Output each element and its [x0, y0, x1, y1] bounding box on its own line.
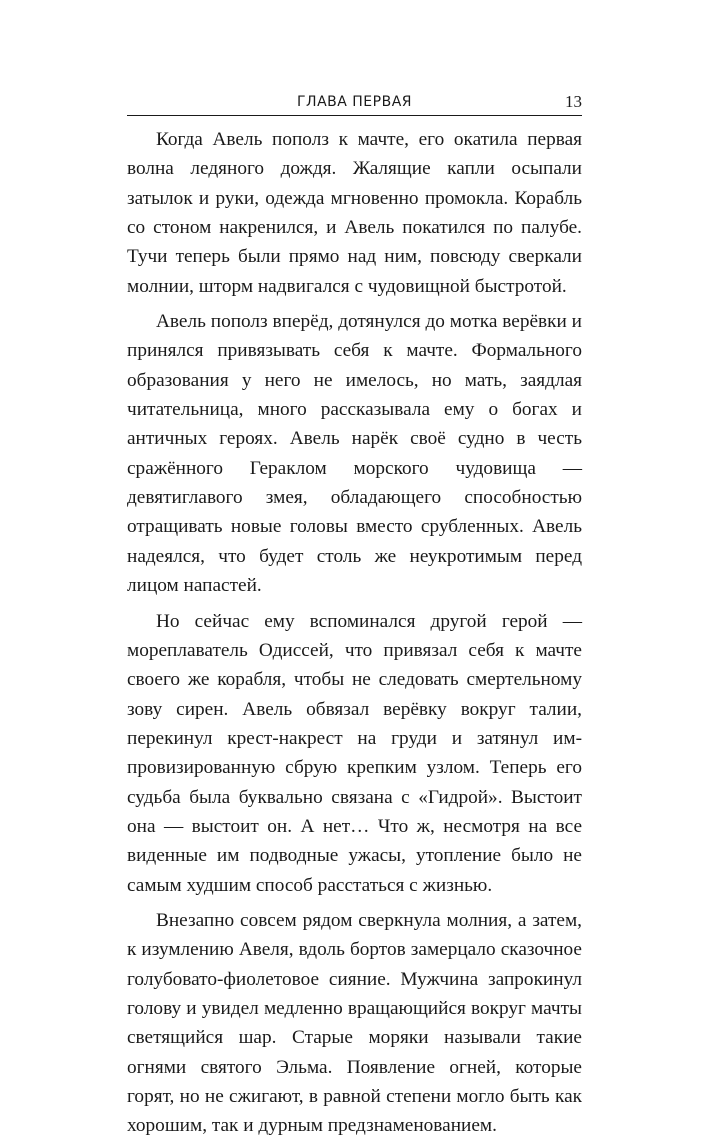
page-number: 13: [565, 92, 582, 111]
paragraph-2: Авель пополз вперёд, дотянулся до мотка верёвки и принялся привязывать себя к мачте. Формального образования у него не имелось, но мать, заядлая читательница, много рассказывала ему о богах и античных героях. Авель нарёк своё судно в честь сражённого Гераклом морского чудовища — девятиглавого змея, обладающего способностью отращивать новые головы вместо срубленных. Авель надеялся, что будет столь же неукротимым перед лицом напастей.: [127, 311, 582, 597]
running-header: [127, 92, 582, 114]
chapter-title: ГЛАВА ПЕРВАЯ: [297, 94, 412, 110]
header-divider: [127, 115, 582, 116]
paragraph-4: Внезапно совсем рядом сверкнула молния, а затем, к изумлению Авеля, вдоль бортов замерцало сказочное голубовато-фиолетовое сияние. Мужчина запрокинул голову и увидел медленно вращающийся вокруг мачты светящийся шар. Старые моряки называли такие огнями святого Эльма. Появление огней, которые горят, но не сжигают, в равной степени могло быть как хорошим, так и дурным предзнаменованием.: [127, 909, 582, 1137]
paragraph-3: Но сейчас ему вспоминался другой герой — мореплаватель Одиссей, что привязал себя к мачте своего же корабля, чтобы не следовать смертельному зову сирен. Авель обвязал верёвку вокруг талии, перекинул крест-накрест на груди и затянул импровизированную сбрую крепким узлом. Теперь его судьба была буквально связана с «Гидрой». Выстоит она — выстоит он. А нет… Что ж, несмотря на все виденные им подводные ужасы, утопление было не самым худшим способ расстаться с жизнью.: [127, 610, 582, 896]
paragraph-1: Когда Авель пополз к мачте, его окатила первая волна ледяного дождя. Жалящие капли осыпали затылок и руки, одежда мгновенно промокла. Корабль со стоном накренился, и Авель покатился по палубе. Тучи теперь были прямо над ним, повсюду сверкали молнии, шторм надвигался с чудовищной быстротой.: [127, 129, 582, 297]
body-text: [127, 125, 582, 1141]
